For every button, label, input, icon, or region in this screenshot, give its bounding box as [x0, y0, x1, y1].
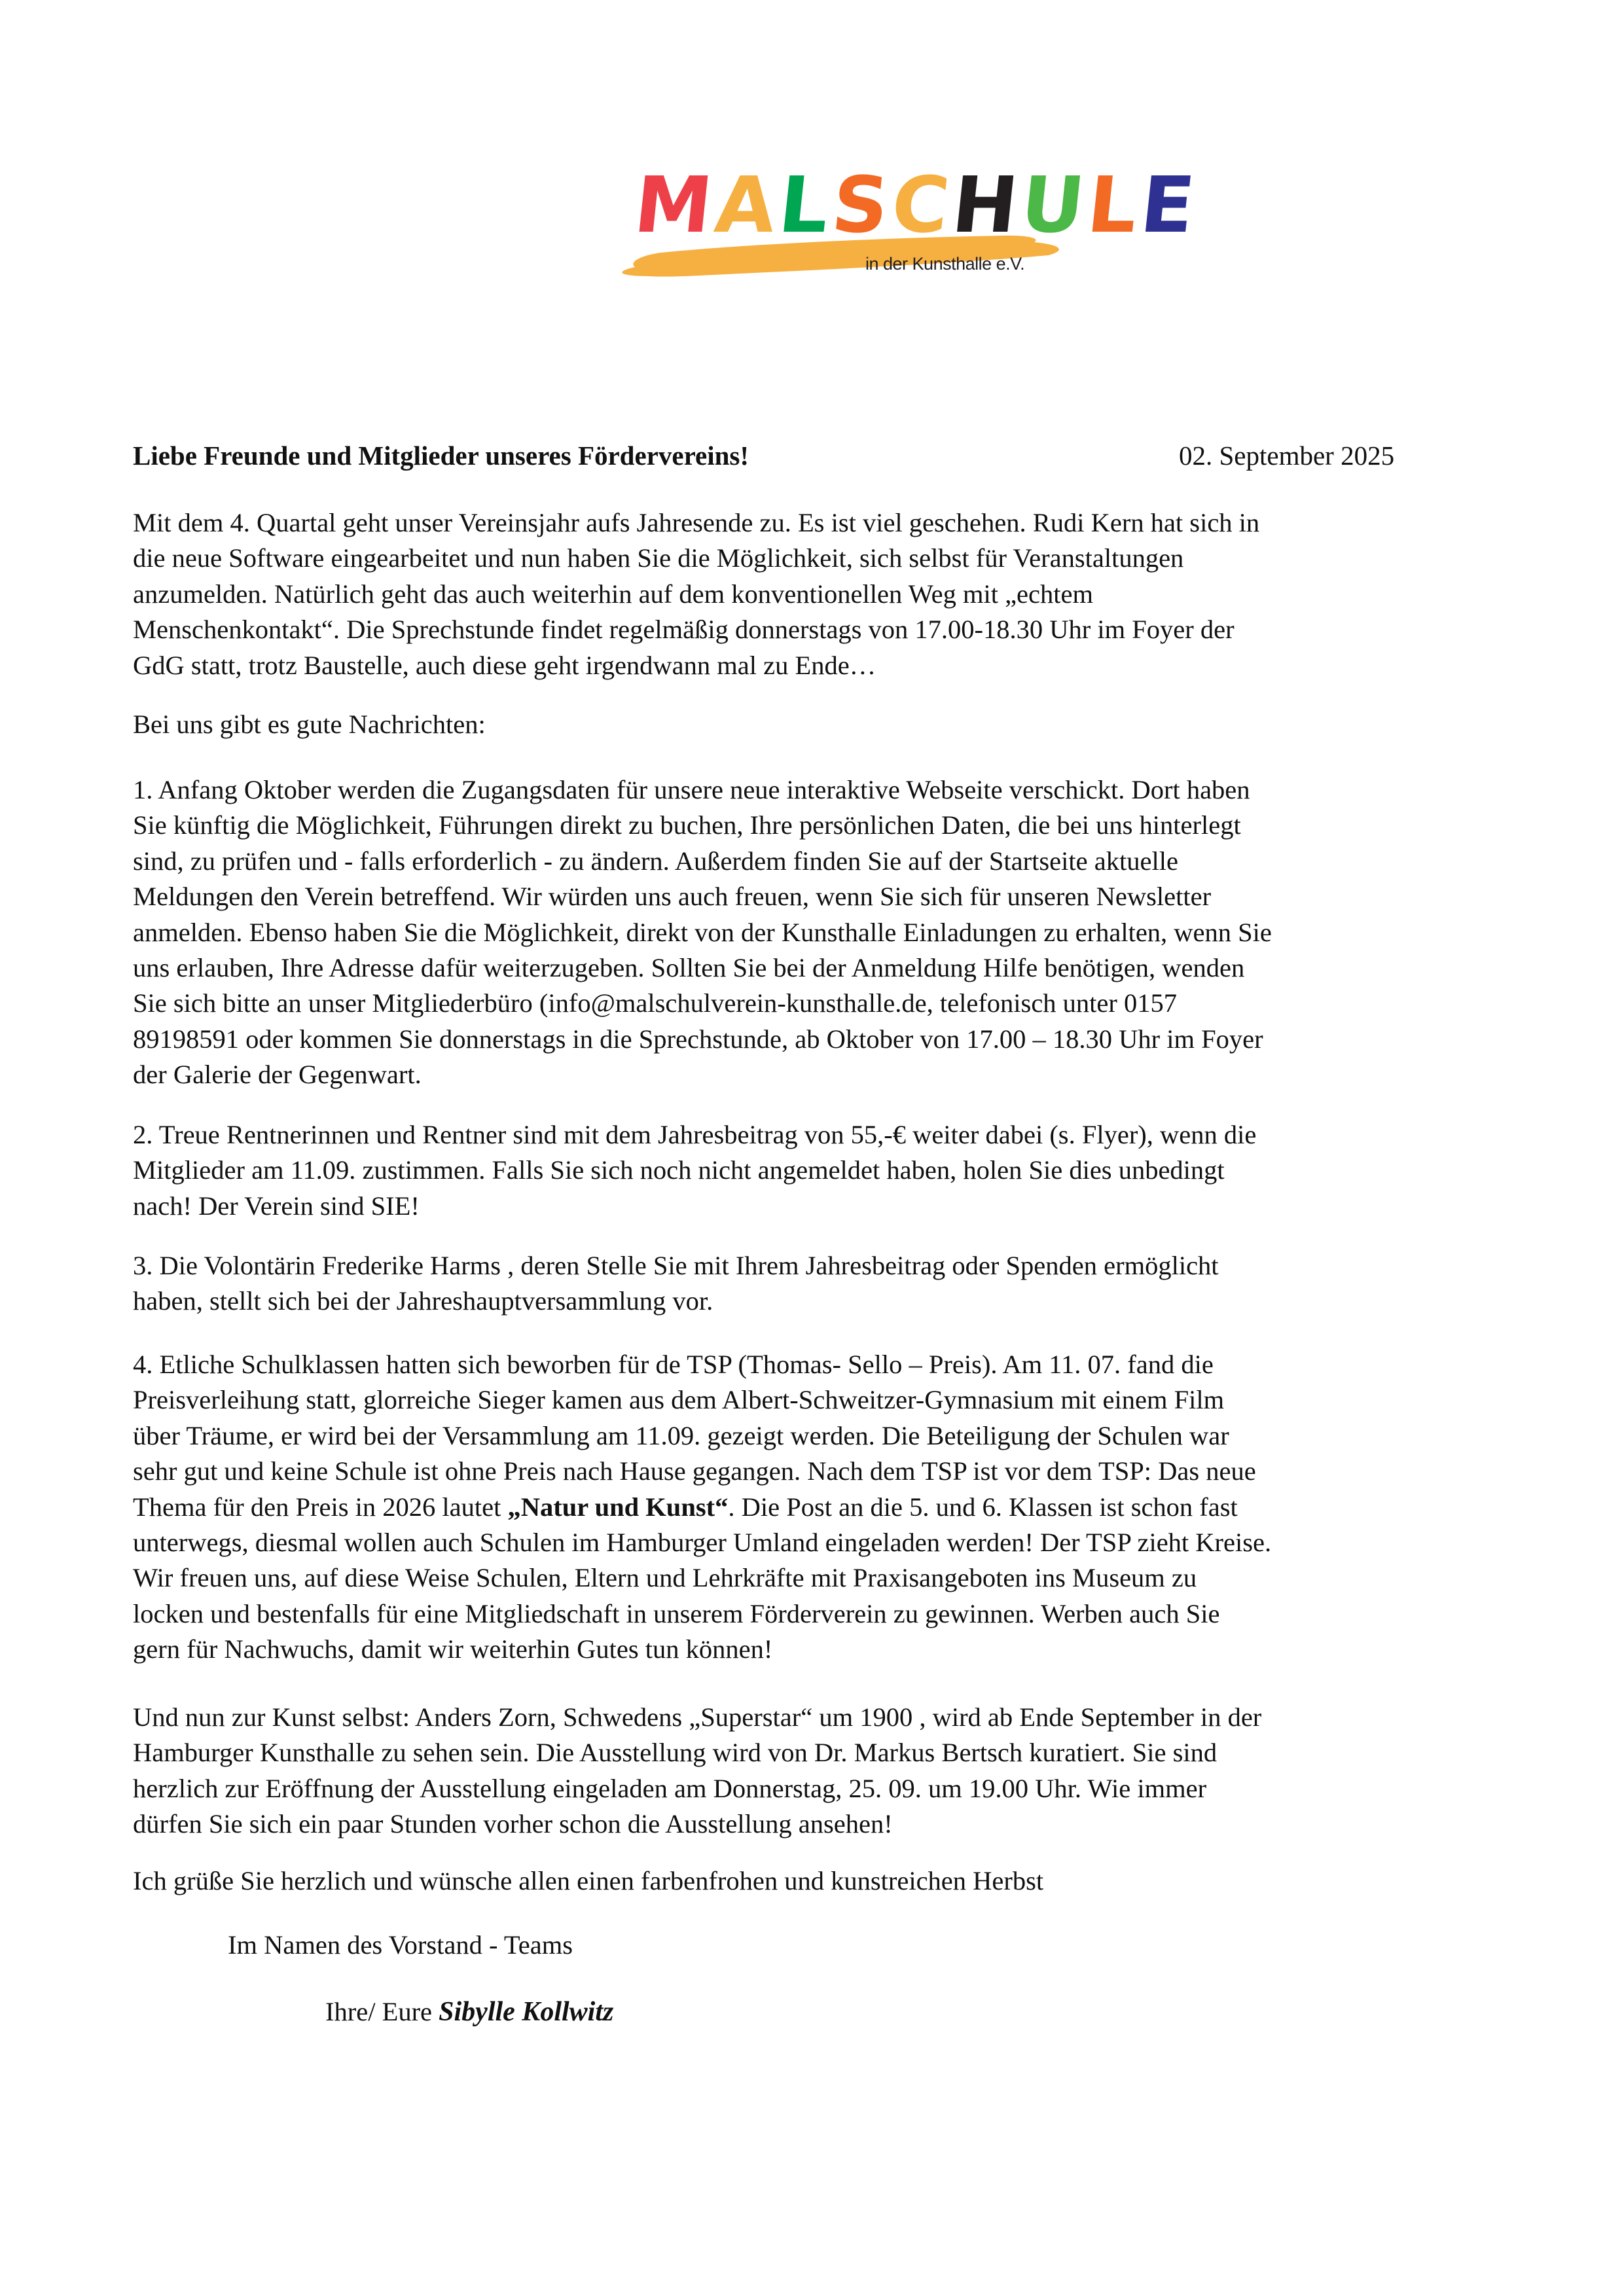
news-item-2	[133, 1117, 1514, 1224]
text-line: Mit dem 4. Quartal geht unser Vereinsjahr aufs Jahresende zu. Es ist viel geschehen. Rudi Kern hat sich in	[133, 508, 1260, 537]
greeting	[133, 1863, 1514, 1899]
text-line: die neue Software eingearbeitet und nun haben Sie die Möglichkeit, sich selbst für Veranstaltungen	[133, 543, 1184, 573]
signature: Sibylle Kollwitz	[439, 1997, 614, 2027]
news-item-4	[133, 1347, 1514, 1668]
text-line: 4. Etliche Schulklassen hatten sich beworben für de TSP (Thomas- Sello – Preis). Am 11. 07. fand die	[133, 1350, 1214, 1379]
intro-paragraph	[133, 505, 1514, 683]
text-line: 3. Die Volontärin Frederike Harms , deren Stelle Sie mit Ihrem Jahresbeitrag oder Spenden ermöglicht	[133, 1251, 1219, 1280]
logo-letter: E	[1136, 160, 1202, 250]
theme-suffix: . Die Post an die 5. und 6. Klassen ist schon fast	[728, 1492, 1238, 1522]
on-behalf-line: Im Namen des Vorstand - Teams	[228, 1930, 573, 1960]
logo-letter: A	[711, 160, 784, 250]
letter-header	[133, 440, 1452, 475]
logo-letter: M	[630, 160, 719, 250]
text-line: uns erlauben, Ihre Adresse dafür weiterzugeben. Sollten Sie bei der Anmeldung Hilfe benötigen, wenden	[133, 953, 1245, 983]
text-line: herzlich zur Eröffnung der Ausstellung eingeladen am Donnerstag, 25. 09. um 19.00 Uhr. Wie immer	[133, 1773, 1207, 1803]
text-line: unterwegs, diesmal wollen auch Schulen im Hamburger Umland eingeladen werden! Der TSP zieht Kreise.	[133, 1528, 1272, 1558]
prize-theme: „Natur und Kunst“	[507, 1492, 729, 1522]
text-line: Ich grüße Sie herzlich und wünsche allen einen farbenfrohen und kunstreichen Herbst	[133, 1866, 1044, 1895]
text-line: 2. Treue Rentnerinnen und Rentner sind mit dem Jahresbeitrag von 55,-€ weiter dabei (s. Flyer), wenn die	[133, 1120, 1257, 1149]
logo-letter: L	[1083, 160, 1145, 250]
text-line: Meldungen den Verein betreffend. Wir würden uns auch freuen, wenn Sie sich für unseren Newsletter	[133, 882, 1212, 912]
text-line: Sie sich bitte an unser Mitgliederbüro (info@malschulverein-kunsthalle.de, telefonisch unter 0157	[133, 988, 1178, 1018]
logo-wordmark	[630, 160, 1202, 250]
news-item-1	[133, 772, 1514, 1093]
text-line: locken und bestenfalls für eine Mitgliedschaft in unserem Förderverein zu gewinnen. Werben auch Sie	[133, 1598, 1220, 1628]
text-line: sind, zu prüfen und - falls erforderlich - zu ändern. Außerdem finden Sie auf der Startseite aktuelle	[133, 846, 1178, 876]
logo-letter: U	[1017, 160, 1092, 250]
text-line: Menschenkontakt“. Die Sprechstunde findet regelmäßig donnerstags von 17.00-18.30 Uhr im Foyer der	[133, 615, 1235, 645]
news-intro	[133, 707, 1514, 742]
text-line: sehr gut und keine Schule ist ohne Preis nach Hause gegangen. Nach dem TSP ist vor dem TSP: Das neue	[133, 1456, 1256, 1486]
text-line: Wir freuen uns, auf diese Weise Schulen, Eltern und Lehrkräfte mit Praxisangeboten ins Museum zu	[133, 1563, 1197, 1593]
news-item-3	[133, 1248, 1514, 1319]
text-line: Preisverleihung statt, glorreiche Sieger kamen aus dem Albert-Schweitzer-Gymnasium mit einem Film	[133, 1385, 1225, 1415]
text-line: über Träume, er wird bei der Versammlung am 11.09. gezeigt werden. Die Beteiligung der Schulen war	[133, 1420, 1229, 1450]
text-line: Sie künftig die Möglichkeit, Führungen direkt zu buchen, Ihre persönlichen Daten, die bei uns hinterlegt	[133, 810, 1241, 840]
signature-line	[325, 1996, 613, 2028]
text-line: gern für Nachwuchs, damit wir weiterhin Gutes tun können!	[133, 1634, 773, 1664]
text-line: 89198591 oder kommen Sie donnerstags in die Sprechstunde, ab Oktober von 17.00 – 18.30 Uhr im Foyer	[133, 1024, 1263, 1054]
text-line: anmelden. Ebenso haben Sie die Möglichkeit, direkt von der Kunsthalle Einladungen zu erhalten, wenn Sie	[133, 917, 1272, 947]
text-line: 1. Anfang Oktober werden die Zugangsdaten für unsere neue interaktive Webseite verschickt. Dort haben	[133, 775, 1250, 804]
text-line: Und nun zur Kunst selbst: Anders Zorn, Schwedens „Superstar“ um 1900 , wird ab Ende September in der	[133, 1702, 1262, 1732]
sign-prefix: Ihre/ Eure	[325, 1997, 439, 2026]
malschule-logo	[609, 157, 1202, 288]
logo-letter: C	[887, 160, 956, 250]
text-line: haben, stellt sich bei der Jahreshauptversammlung vor.	[133, 1286, 713, 1316]
logo-subtitle: in der Kunsthalle e.V.	[865, 254, 1025, 274]
text-line: der Galerie der Gegenwart.	[133, 1060, 422, 1090]
logo-letter: L	[774, 160, 837, 250]
text-line: dürfen Sie sich ein paar Stunden vorher schon die Ausstellung ansehen!	[133, 1809, 893, 1839]
logo-letter: H	[948, 160, 1025, 250]
text-line: Hamburger Kunsthalle zu sehen sein. Die Ausstellung wird von Dr. Markus Bertsch kuratiert. Sie sind	[133, 1738, 1218, 1768]
text-line: Bei uns gibt es gute Nachrichten:	[133, 709, 486, 739]
logo-letter: S	[827, 160, 896, 250]
text-line: GdG statt, trotz Baustelle, auch diese geht irgendwann mal zu Ende…	[133, 650, 876, 680]
letter-date: 02. September 2025	[1179, 440, 1395, 471]
text-line: nach! Der Verein sind SIE!	[133, 1191, 420, 1221]
text-line: Mitglieder am 11.09. zustimmen. Falls Sie sich noch nicht angemeldet haben, holen Sie dies unbedingt	[133, 1155, 1225, 1185]
text-line	[133, 1490, 1514, 1525]
art-paragraph	[133, 1700, 1514, 1842]
text-line: anzumelden. Natürlich geht das auch weiterhin auf dem konventionellen Weg mit „echtem	[133, 579, 1093, 609]
salutation: Liebe Freunde und Mitglieder unseres Fördervereins!	[133, 440, 749, 471]
theme-prefix: Thema für den Preis in 2026 lautet	[133, 1492, 508, 1522]
